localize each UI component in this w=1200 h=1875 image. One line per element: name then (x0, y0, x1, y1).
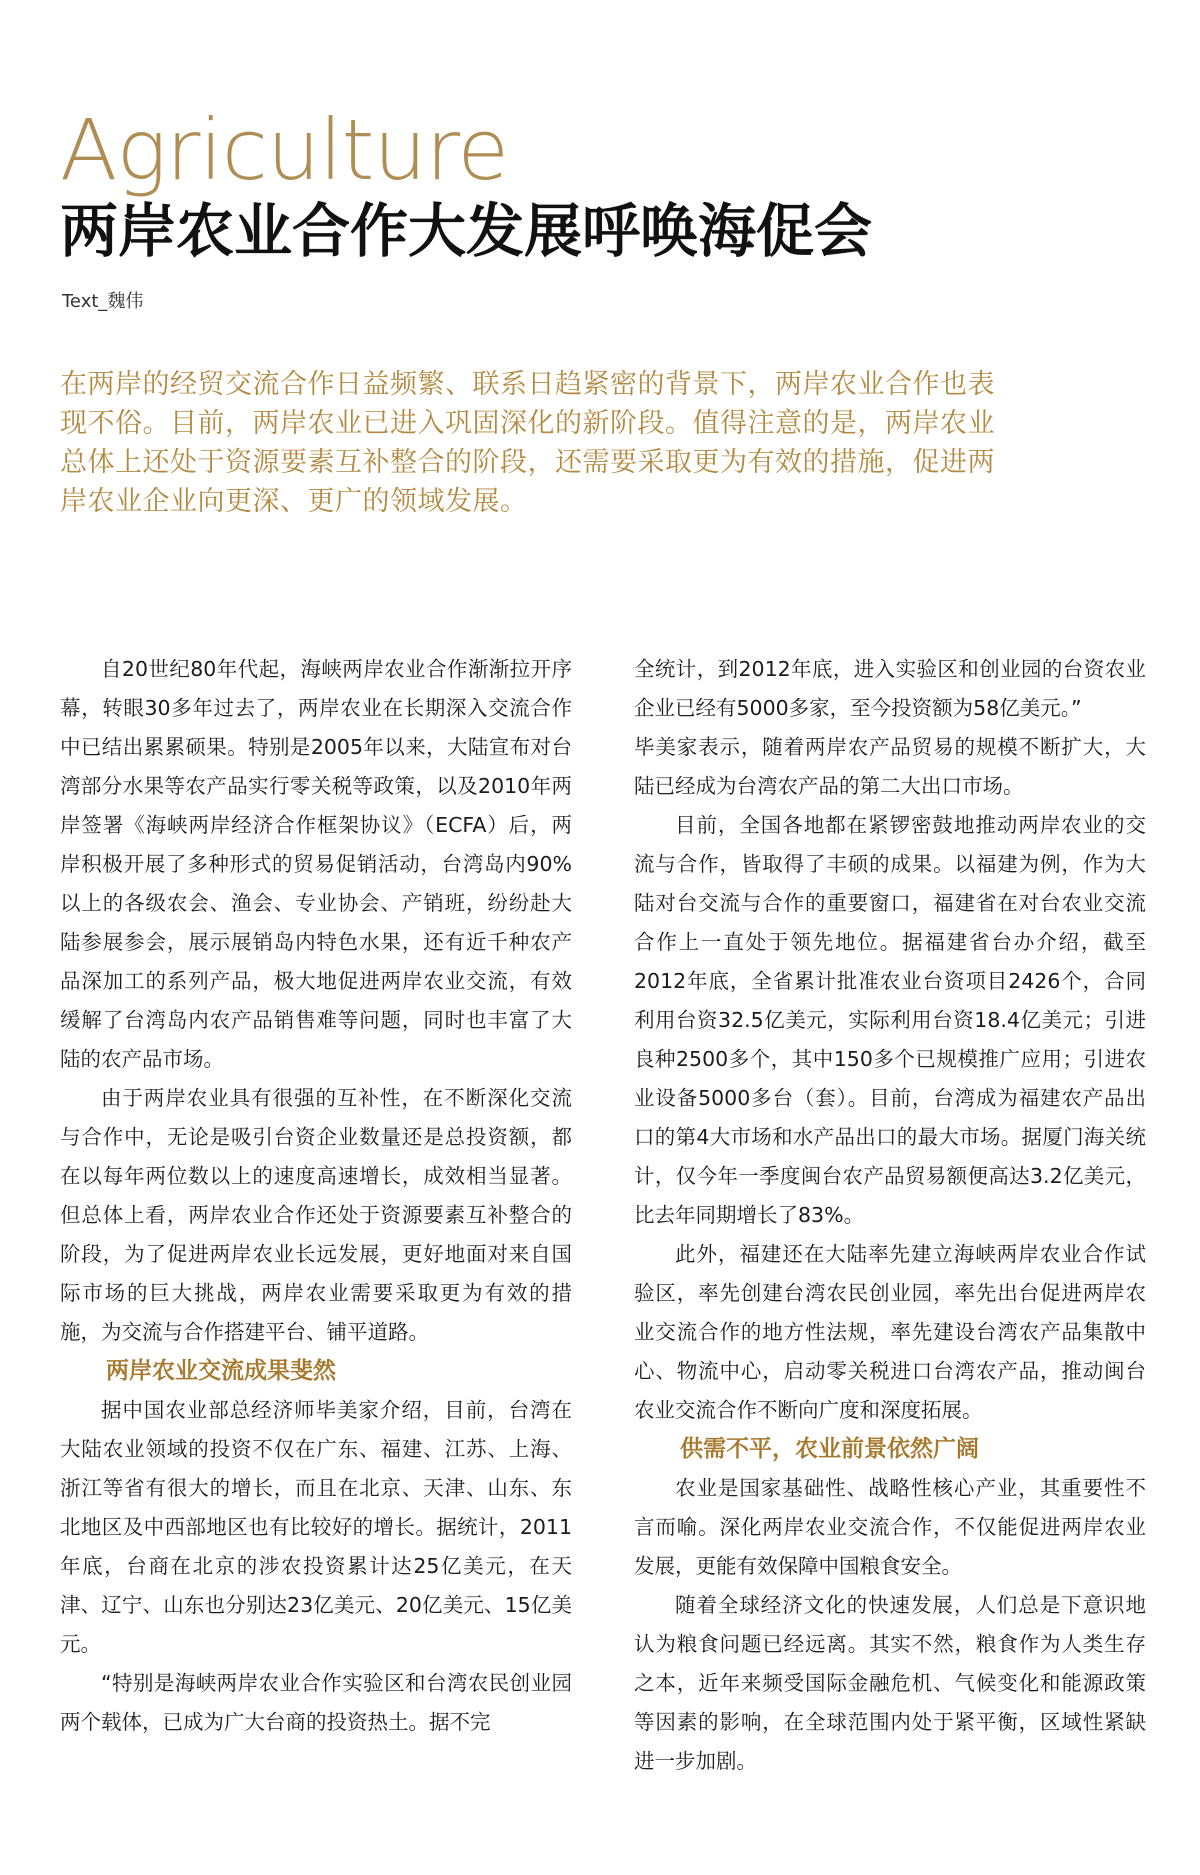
section-kicker: Agriculture (60, 101, 509, 199)
body-paragraph: 随着全球经济文化的快速发展，人们总是下意识地认为粮食问题已经远离。其实不然，粮食作为人类生存之本，近年来频受国际金融危机、气候变化和能源政策等因素的影响，在全球范围内处于紧平衡，区域性紧缺进一步加剧。 (634, 1593, 1146, 1773)
body-paragraph: 据中国农业部总经济师毕美家介绍，目前，台湾在大陆农业领域的投资不仅在广东、福建、江苏、上海、浙江等省有很大的增长，而且在北京、天津、山东、东北地区及中西部地区也有比较好的增长。据统计，2011年底，台商在北京的涉农投资累计达25亿美元，在天津、辽宁、山东也分别达23亿美元、20亿美元、15亿美元。 (60, 1398, 572, 1656)
lede-paragraph: 在两岸的经贸交流合作日益频繁、联系日趋紧密的背景下，两岸农业合作也表现不俗。目前，两岸农业已进入巩固深化的新阶段。值得注意的是，两岸农业总体上还处于资源要素互补整合的阶段，还需要采取更为有效的措施，促进两岸农业企业向更深、更广的领域发展。 (60, 369, 995, 517)
body-paragraph: 农业是国家基础性、战略性核心产业，其重要性不言而喻。深化两岸农业交流合作，不仅能促进两岸农业发展，更能有效保障中国粮食安全。 (634, 1476, 1146, 1578)
byline: Text_魏伟 (62, 291, 144, 312)
body-paragraph: 毕美家表示，随着两岸农产品贸易的规模不断扩大，大陆已经成为台湾农产品的第二大出口市场。 (634, 735, 1146, 798)
section-subhead: 供需不平，农业前景依然广阔 (680, 1436, 979, 1462)
article-title: 两岸农业合作大发展呼唤海促会 (60, 197, 873, 265)
body-paragraph: 自20世纪80年代起，海峡两岸农业合作渐渐拉开序幕，转眼30多年过去了，两岸农业在长期深入交流合作中已结出累累硕果。特别是2005年以来，大陆宣布对台湾部分水果等农产品实行零关税等政策，以及2010年两岸签署《海峡两岸经济合作框架协议》（ECFA）后，两岸积极开展了多种形式的贸易促销活动，台湾岛内90%以上的各级农会、渔会、专业协会、产销班，纷纷赴大陆参展参会，展示展销岛内特色水果，还有近千种农产品深加工的系列产品，极大地促进两岸农业交流，有效缓解了台湾岛内农产品销售难等问题，同时也丰富了大陆的农产品市场。 (60, 657, 572, 1071)
left-column (60, 650, 572, 1742)
body-paragraph: 目前，全国各地都在紧锣密鼓地推动两岸农业的交流与合作，皆取得了丰硕的成果。以福建为例，作为大陆对台交流与合作的重要窗口，福建省在对台农业交流合作上一直处于领先地位。据福建省台办介绍，截至2012年底，全省累计批准农业台资项目2426个，合同利用台资32.5亿美元，实际利用台资18.4亿美元；引进良种2500多个，其中150多个已规模推广应用；引进农业设备5000多台（套）。目前，台湾成为福建农产品出口的第4大市场和水产品出口的最大市场。据厦门海关统计，仅今年一季度闽台农产品贸易额便高达3.2亿美元，比去年同期增长了83%。 (634, 813, 1146, 1227)
body-paragraph: 由于两岸农业具有很强的互补性，在不断深化交流与合作中，无论是吸引台资企业数量还是总投资额，都在以每年两位数以上的速度高速增长，成效相当显著。但总体上看，两岸农业合作还处于资源要素互补整合的阶段，为了促进两岸农业长远发展，更好地面对来自国际市场的巨大挑战，两岸农业需要采取更为有效的措施，为交流与合作搭建平台、铺平道路。 (60, 1086, 572, 1344)
section-subhead: 两岸农业交流成果斐然 (106, 1358, 336, 1384)
body-paragraph-continued: 全统计，到2012年底，进入实验区和创业园的台资农业企业已经有5000多家，至今投资额为58亿美元。” (634, 657, 1146, 720)
right-column (634, 650, 1146, 1781)
body-paragraph: “特别是海峡两岸农业合作实验区和台湾农民创业园两个载体，已成为广大台商的投资热土。据不完 (60, 1671, 572, 1734)
body-paragraph: 此外，福建还在大陆率先建立海峡两岸农业合作试验区，率先创建台湾农民创业园，率先出台促进两岸农业交流合作的地方性法规，率先建设台湾农产品集散中心、物流中心，启动零关税进口台湾农产品，推动闽台农业交流合作不断向广度和深度拓展。 (634, 1242, 1146, 1422)
